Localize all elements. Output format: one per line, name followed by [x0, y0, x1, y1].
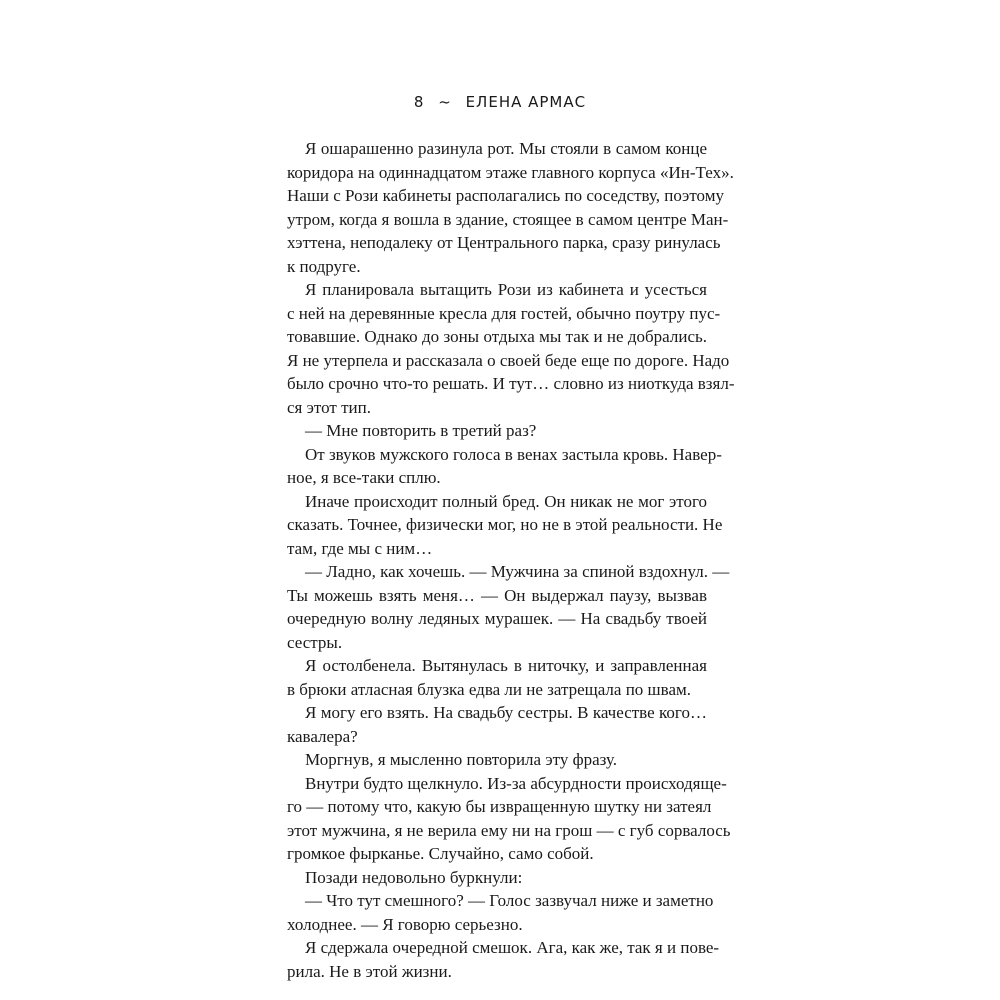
text-line: Моргнув, я мысленно повторила эту фразу. [305, 750, 618, 769]
text-line: ся этот тип. [287, 397, 371, 417]
text-line: Я сдержала очередной смешок. Ага, как же, так я и пове- [305, 938, 720, 957]
text-line: — Что тут смешного? — Голос зазвучал ниже и заметно [305, 891, 714, 910]
text-line: к подруге. [287, 256, 361, 276]
author-name: ЕЛЕНА АРМАС [465, 93, 587, 111]
text-line: Я не утерпела и рассказала о своей беде еще по дороге. Надо [287, 350, 730, 370]
text-line: Позади недовольно буркнули: [305, 867, 523, 887]
running-header [0, 93, 1000, 111]
text-line: утром, когда я вошла в здание, стоящее в самом центре Ман- [287, 209, 729, 229]
text-line: ное, я все-таки сплю. [287, 468, 441, 487]
text-line: Ты можешь взять меня… — Он выдержал паузу, вызвав [287, 585, 707, 605]
text-line: очередную волну ледяных мурашек. — На свадьбу твоей [287, 609, 707, 628]
text-line: холоднее. — Я говорю серьезно. [287, 914, 523, 934]
text-line: Наши с Рози кабинеты располагались по соседству, поэтому [287, 186, 724, 205]
text-line: этот мужчина, я не верила ему ни на грош — с губ сорвалось [287, 820, 731, 840]
page-number: 8 [413, 93, 425, 111]
text-line: сказать. Точнее, физически мог, но не в этой реальности. Не [287, 515, 723, 534]
text-line: Иначе происходит полный бред. Он никак не мог этого [305, 491, 707, 511]
text-line: Я планировала вытащить Рози из кабинета и усесться [305, 280, 707, 299]
text-line: там, где мы с ним… [287, 538, 433, 558]
text-line: — Мне повторить в третий раз? [305, 421, 537, 440]
text-line: товавшие. Однако до зоны отдыха мы так и не добрались. [287, 327, 707, 346]
text-line: — Ладно, как хочешь. — Мужчина за спиной вздохнул. — [305, 562, 730, 581]
text-line: Я могу его взять. На свадьбу сестры. В качестве кого… [305, 703, 707, 722]
text-line: го — потому что, какую бы извращенную шутку ни затеял [287, 797, 712, 816]
text-line: коридора на одиннадцатом этаже главного корпуса «Ин-Тех». [287, 162, 734, 182]
header-separator: ~ [438, 93, 452, 111]
text-line: кавалера? [287, 726, 358, 746]
text-line: рила. Не в этой жизни. [287, 961, 452, 981]
text-line: было срочно что-то решать. И тут… словно из ниоткуда взял- [287, 374, 735, 393]
text-line: хэттена, неподалеку от Центрального парка, сразу ринулась [287, 233, 721, 252]
text-line: с ней на деревянные кресла для гостей, обычно поутру пус- [287, 303, 721, 323]
text-line: Я ошарашенно разинула рот. Мы стояли в самом конце [305, 139, 707, 158]
body-text [287, 137, 735, 983]
text-line: в брюки атласная блузка едва ли не затрещала по швам. [287, 679, 692, 699]
text-line: сестры. [287, 632, 343, 652]
text-line: От звуков мужского голоса в венах застыла кровь. Навер- [305, 444, 722, 464]
text-line: громкое фырканье. Случайно, само собой. [287, 844, 594, 863]
text-line: Я остолбенела. Вытянулась в ниточку, и заправленная [305, 656, 707, 675]
text-line: Внутри будто щелкнуло. Из-за абсурдности происходяще- [305, 773, 727, 793]
